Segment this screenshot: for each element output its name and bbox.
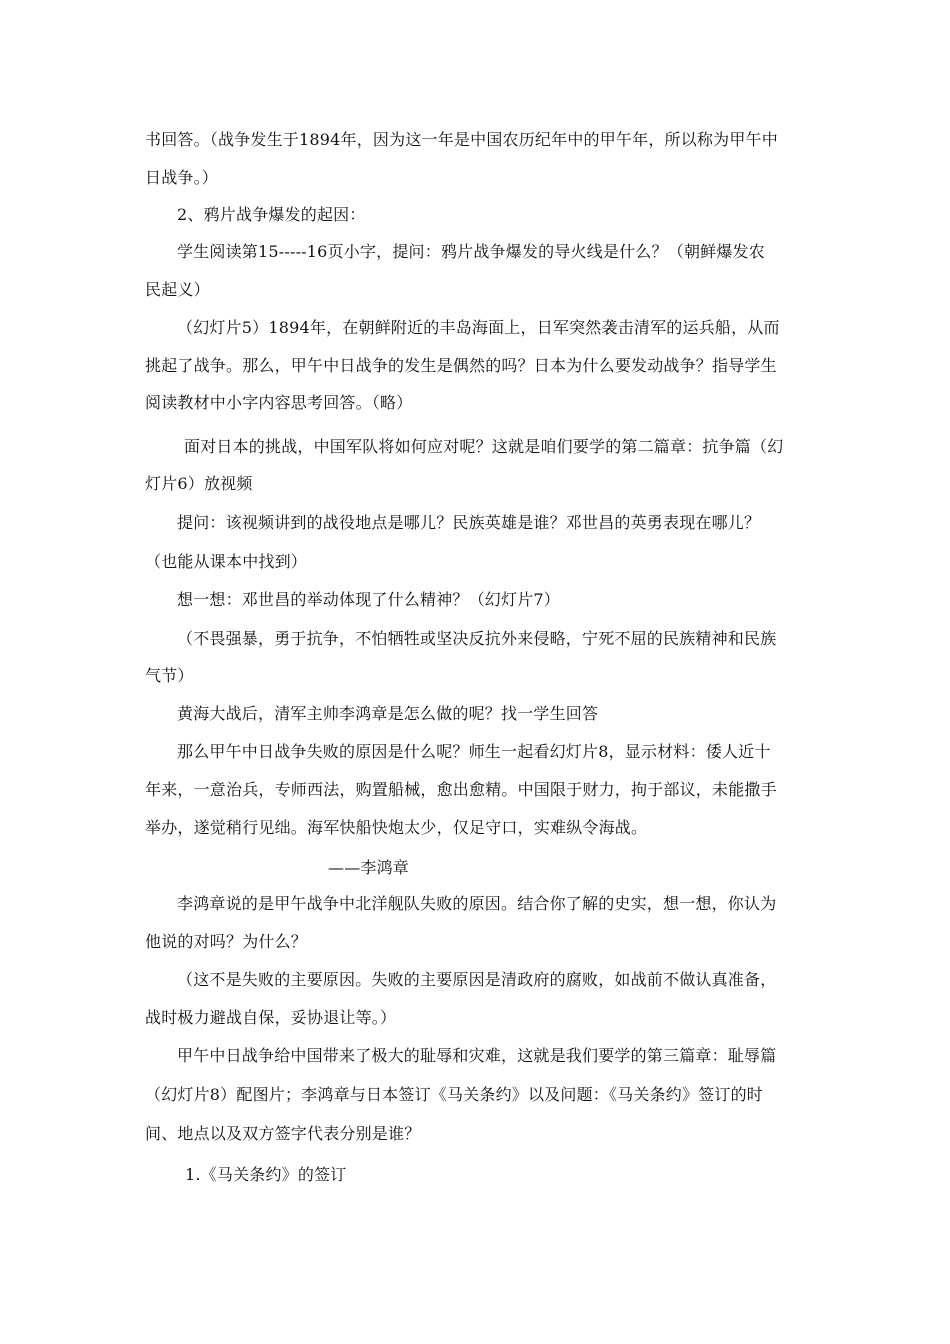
text-line: 面对日本的挑战，中国军队将如何应对呢？这就是咱们要学的第二篇章：抗争篇（幻 — [184, 437, 784, 456]
text-line: 2、鸦片战争爆发的起因： — [177, 205, 366, 224]
text-line: （幻灯片8）配图片；李鸿章与日本签订《马关条约》以及问题：《马关条约》签订的时 — [145, 1085, 763, 1104]
text-line: 挑起了战争。那么，甲午中日战争的发生是偶然的吗？日本为什么要发动战争？指导学生 — [145, 356, 777, 375]
text-line: 黄海大战后，清军主帅李鸿章是怎么做的呢？找一学生回答 — [177, 704, 599, 723]
attribution: ——李鸿章 — [328, 858, 410, 877]
text-line: （幻灯片5）1894年，在朝鲜附近的丰岛海面上，日军突然袭击清军的运兵船，从而 — [177, 318, 780, 337]
text-line: 那么甲午中日战争失败的原因是什么呢？师生一起看幻灯片8，显示材料：倭人近十 — [177, 742, 771, 761]
text-line: 书回答。（战争发生于1894年，因为这一年是中国农历纪年中的甲午年，所以称为甲午中 — [145, 130, 778, 149]
text-line: 提问：该视频讲到的战役地点是哪儿？民族英雄是谁？邓世昌的英勇表现在哪儿？ — [177, 513, 761, 532]
text-line: 民起义） — [145, 280, 210, 299]
text-line: 间、地点以及双方签字代表分别是谁？ — [145, 1124, 421, 1143]
text-line: （也能从课本中找到） — [145, 552, 308, 571]
text-line: 甲午中日战争给中国带来了极大的耻辱和灾难，这就是我们要学的第三篇章：耻辱篇 — [177, 1046, 777, 1065]
text-line: 灯片6）放视频 — [145, 474, 253, 493]
text-line: 李鸿章说的是甲午战争中北洋舰队失败的原因。结合你了解的史实，想一想，你认为 — [177, 894, 777, 913]
text-line: 日战争。） — [145, 168, 219, 187]
text-line: 气节） — [145, 666, 194, 685]
text-line: （这不是失败的主要原因。失败的主要原因是清政府的腐败，如战前不做认真准备， — [177, 970, 777, 989]
text-line: 想一想：邓世昌的举动体现了什么精神？（幻灯片7） — [177, 590, 560, 609]
text-line: 他说的对吗？为什么？ — [145, 932, 308, 951]
text-line: 阅读教材中小字内容思考回答。（略） — [145, 393, 413, 412]
text-line: 学生阅读第15-----16页小字，提问：鸦片战争爆发的导火线是什么？（朝鲜爆发农 — [177, 242, 765, 261]
section-heading: 1.《马关条约》的签订 — [185, 1165, 347, 1184]
text-line: 举办，遂觉稍行见绌。海军快船快炮太少，仅足守口，实难纵令海战。 — [145, 818, 648, 837]
text-line: 年来，一意治兵，专师西法，购置船械，愈出愈精。中国限于财力，拘于部议，未能撒手 — [145, 780, 777, 799]
text-line: （不畏强暴，勇于抗争，不怕牺牲或坚决反抗外来侵略，宁死不屈的民族精神和民族 — [177, 629, 777, 648]
text-line: 战时极力避战自保，妥协退让等。） — [145, 1008, 397, 1027]
